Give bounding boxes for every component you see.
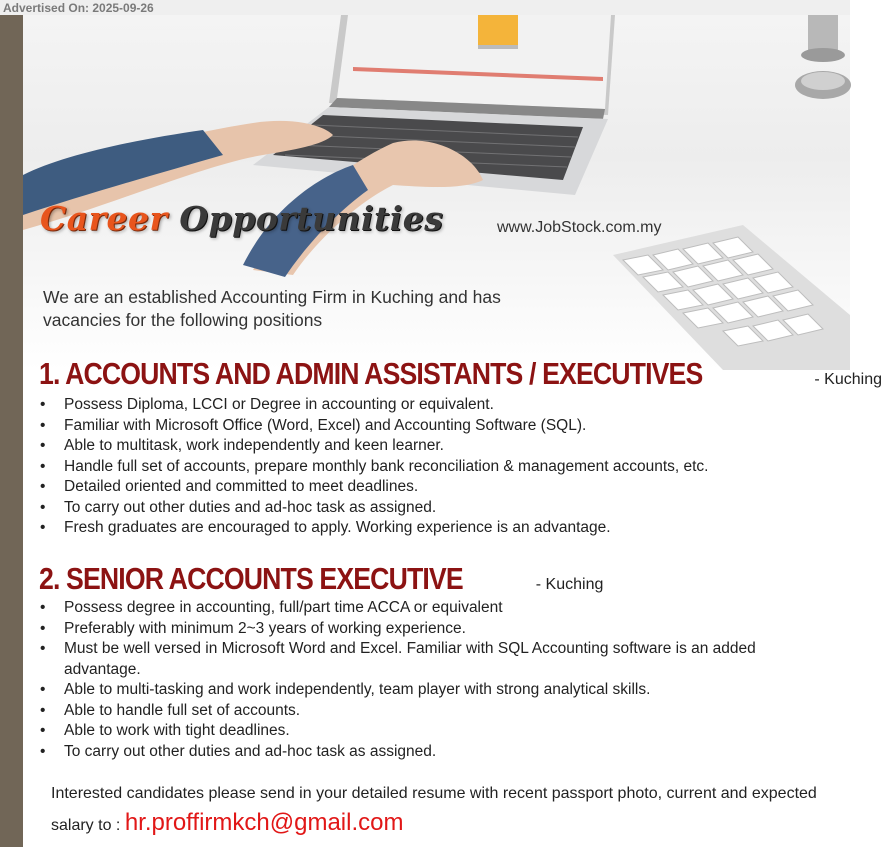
intro-text — [43, 286, 603, 332]
intro-line-2: vacancies for the following positions — [43, 310, 323, 330]
position-1-title: 1. ACCOUNTS AND ADMIN ASSISTANTS / EXECUTIVES — [39, 356, 703, 391]
list-item: • Must be well versed in Microsoft Word and Excel. Familiar with SQL Accounting software is an added advantage. — [40, 640, 756, 678]
career-opportunities-title — [40, 199, 443, 238]
list-item: • Fresh graduates are encouraged to apply. Working experience is an advantage. — [40, 519, 611, 536]
left-accent-bar — [0, 15, 23, 847]
application-instructions — [51, 779, 821, 840]
contact-email[interactable]: hr.proffirmkch@gmail.com — [124, 809, 404, 836]
position-2-requirements — [37, 598, 797, 762]
list-item: • Able to handle full set of accounts. — [40, 701, 301, 719]
intro-line-1: We are an established Accounting Firm in Kuching and has — [43, 287, 501, 307]
list-item: • Handle full set of accounts, prepare monthly bank reconciliation & management accounts, etc. — [40, 457, 709, 475]
apply-text: Interested candidates please send in your detailed resume with recent passport photo, current and expected salary to : — [51, 785, 817, 834]
position-2-title: 2. SENIOR ACCOUNTS EXECUTIVE — [39, 561, 463, 596]
position-1-location: - Kuching — [814, 371, 882, 388]
list-item: • Preferably with minimum 2~3 years of working experience. — [40, 619, 466, 637]
list-item: • Able to work with tight deadlines. — [40, 722, 290, 739]
advertised-bar — [0, 0, 850, 16]
list-item: • Possess Diploma, LCCI or Degree in accounting or equivalent. — [40, 396, 494, 413]
opportunities-word: Opportunities — [179, 199, 444, 238]
list-item: • Possess degree in accounting, full/part time ACCA or equivalent — [40, 599, 503, 616]
advertised-date: Advertised On: 2025-09-26 — [3, 1, 154, 15]
list-item: • Able to multi-tasking and work independently, team player with strong analytical skills. — [40, 681, 651, 698]
website-url[interactable]: www.JobStock.com.my — [497, 219, 662, 236]
career-word: Career — [40, 199, 168, 238]
list-item: • Familiar with Microsoft Office (Word, Excel) and Accounting Software (SQL). — [40, 416, 587, 434]
list-item: • Able to multitask, work independently and keen learner. — [40, 437, 444, 454]
list-item: • Detailed oriented and committed to meet deadlines. — [40, 478, 419, 495]
list-item: • To carry out other duties and ad-hoc task as assigned. — [40, 498, 437, 516]
position-2-location: - Kuching — [535, 576, 604, 593]
position-2-heading — [39, 561, 603, 597]
position-1-requirements — [37, 395, 708, 539]
list-item: • To carry out other duties and ad-hoc task as assigned. — [40, 742, 437, 760]
position-1-heading — [39, 356, 882, 392]
